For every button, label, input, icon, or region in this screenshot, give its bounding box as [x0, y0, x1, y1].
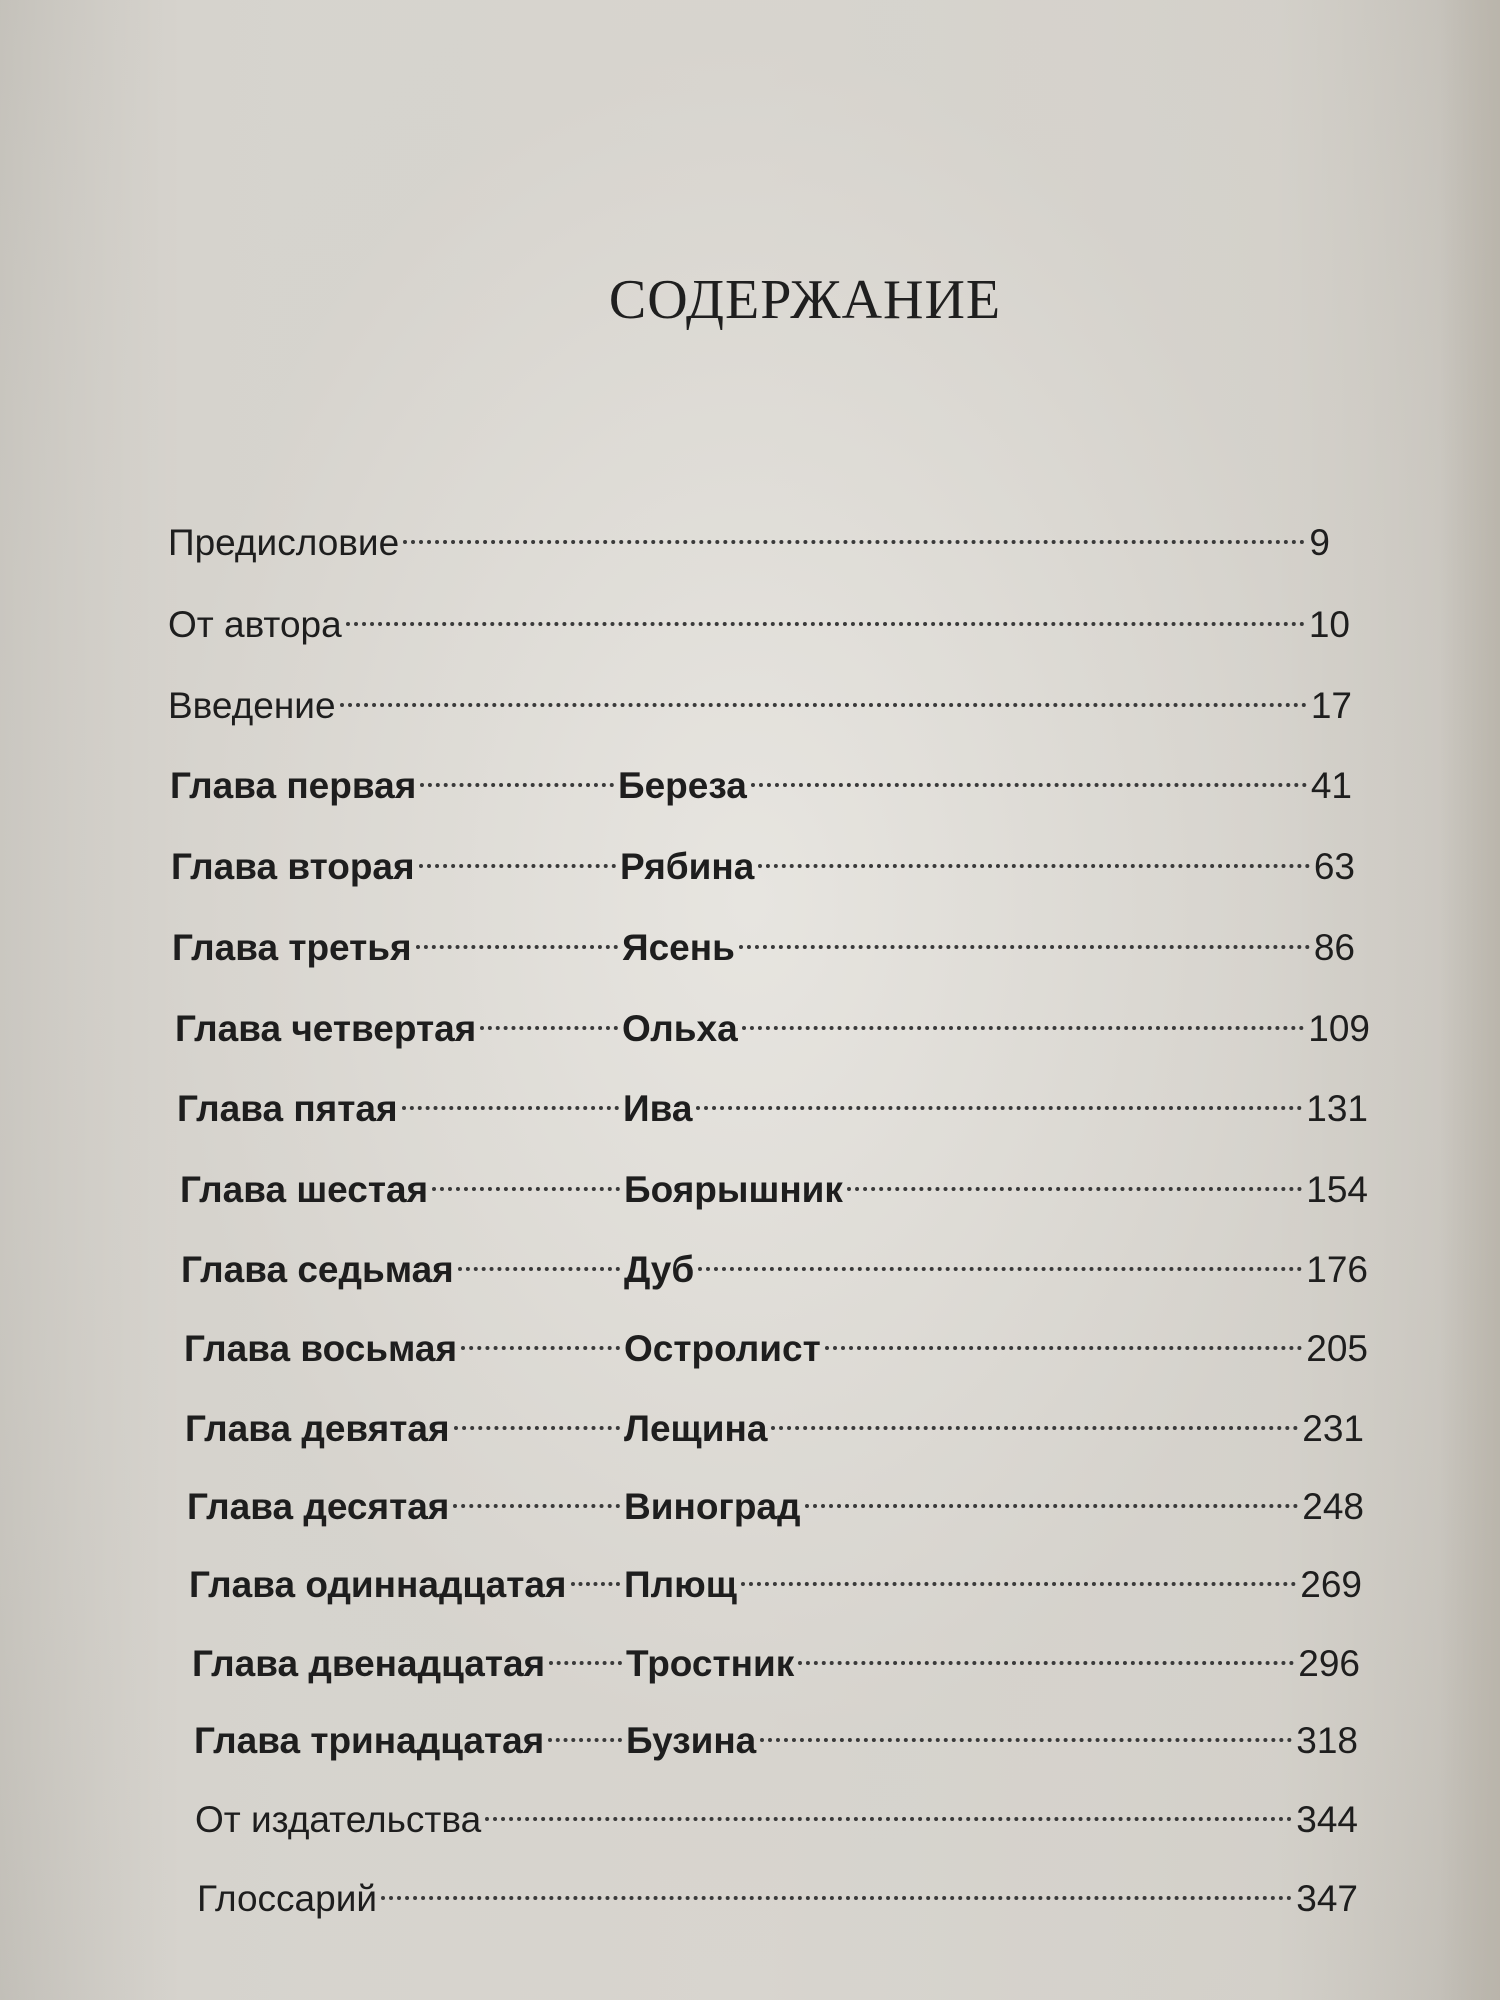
chapter-label: Глава четвертая	[175, 1008, 477, 1049]
toc-entry	[185, 1391, 1364, 1449]
toc-entry	[175, 991, 1370, 1049]
toc-entry	[181, 1232, 1368, 1290]
dot-leader	[698, 1232, 1302, 1282]
page-number: 269	[1300, 1564, 1362, 1605]
page-number: 154	[1306, 1169, 1368, 1210]
dot-leader	[847, 1152, 1302, 1202]
toc-entry	[168, 505, 1330, 563]
dot-leader	[742, 991, 1305, 1041]
toc-entry	[189, 1547, 1362, 1605]
dot-leader	[758, 829, 1310, 879]
dot-leader	[420, 748, 614, 798]
dot-leader	[571, 1547, 621, 1597]
chapter-label: Глава первая	[170, 765, 417, 806]
chapter-label: Глава восьмая	[184, 1328, 458, 1369]
chapter-label: Глава шестая	[180, 1169, 429, 1210]
page-number: 205	[1306, 1328, 1368, 1369]
toc-entry	[184, 1311, 1368, 1369]
dot-leader	[760, 1703, 1292, 1753]
chapter-label: Глава третья	[172, 927, 412, 968]
chapter-label: Глава десятая	[187, 1486, 450, 1527]
dot-leader	[480, 991, 618, 1041]
toc-entry	[168, 668, 1352, 726]
page-title: СОДЕРЖАНИЕ	[608, 269, 1002, 331]
dot-leader	[696, 1071, 1302, 1121]
chapter-label: Глава девятая	[185, 1408, 450, 1449]
toc-entry	[171, 829, 1355, 887]
page-number: 17	[1310, 685, 1352, 726]
dot-leader	[549, 1626, 622, 1676]
dot-leader	[741, 1547, 1296, 1597]
chapter-title: Бузина	[626, 1720, 757, 1761]
chapter-title: Боярышник	[624, 1169, 843, 1210]
page-number: 176	[1306, 1249, 1368, 1290]
page-number: 318	[1296, 1720, 1358, 1761]
toc-entry	[177, 1071, 1368, 1129]
section-label: От автора	[168, 604, 342, 645]
page-number: 41	[1310, 765, 1352, 806]
section-label: От издательства	[195, 1799, 482, 1840]
dot-leader	[416, 910, 618, 960]
toc-entry	[168, 587, 1350, 645]
chapter-title: Плющ	[624, 1564, 737, 1605]
page-number: 10	[1308, 604, 1350, 645]
dot-leader	[432, 1152, 620, 1202]
chapter-title: Береза	[618, 765, 747, 806]
chapter-title: Остролист	[624, 1328, 821, 1369]
dot-leader	[454, 1391, 620, 1441]
dot-leader	[751, 748, 1307, 798]
toc-entry	[187, 1469, 1364, 1527]
toc-entry	[197, 1861, 1358, 1919]
dot-leader	[340, 668, 1307, 718]
page-number: 109	[1308, 1008, 1370, 1049]
dot-leader	[739, 910, 1310, 960]
dot-leader	[402, 1071, 619, 1121]
chapter-title: Рябина	[620, 846, 755, 887]
page-number: 9	[1309, 522, 1330, 563]
dot-leader	[805, 1469, 1299, 1519]
page-number: 248	[1302, 1486, 1364, 1527]
dot-leader	[458, 1232, 620, 1282]
chapter-title: Виноград	[624, 1486, 801, 1527]
dot-leader	[485, 1782, 1292, 1832]
toc-entry	[194, 1703, 1358, 1761]
chapter-title: Тростник	[626, 1643, 795, 1684]
dot-leader	[771, 1391, 1298, 1441]
section-label: Глоссарий	[197, 1878, 378, 1919]
chapter-title: Дуб	[624, 1249, 695, 1290]
dot-leader	[346, 587, 1305, 637]
toc-entry	[180, 1152, 1368, 1210]
dot-leader	[461, 1311, 620, 1361]
toc-entry	[192, 1626, 1360, 1684]
dot-leader	[419, 829, 616, 879]
section-label: Предисловие	[168, 522, 400, 563]
section-label: Введение	[168, 685, 336, 726]
dot-leader	[798, 1626, 1294, 1676]
toc-entry	[172, 910, 1355, 968]
chapter-label: Глава тринадцатая	[194, 1720, 545, 1761]
toc-entry	[195, 1782, 1358, 1840]
page-number: 131	[1306, 1088, 1368, 1129]
chapter-title: Ива	[623, 1088, 693, 1129]
dot-leader	[381, 1861, 1292, 1911]
toc-entry	[170, 748, 1352, 806]
page-number: 63	[1313, 846, 1355, 887]
chapter-label: Глава пятая	[177, 1088, 398, 1129]
chapter-label: Глава двенадцатая	[192, 1643, 546, 1684]
chapter-label: Глава вторая	[171, 846, 415, 887]
page-number: 231	[1302, 1408, 1364, 1449]
chapter-title: Ольха	[622, 1008, 738, 1049]
page-number: 296	[1298, 1643, 1360, 1684]
page-number: 344	[1296, 1799, 1358, 1840]
chapter-label: Глава одиннадцатая	[189, 1564, 567, 1605]
page-number: 347	[1296, 1878, 1358, 1919]
dot-leader	[403, 505, 1305, 555]
dot-leader	[548, 1703, 622, 1753]
dot-leader	[453, 1469, 620, 1519]
dot-leader	[825, 1311, 1303, 1361]
chapter-title: Ясень	[622, 927, 735, 968]
page-number: 86	[1313, 927, 1355, 968]
chapter-title: Лещина	[624, 1408, 768, 1449]
chapter-label: Глава седьмая	[181, 1249, 454, 1290]
